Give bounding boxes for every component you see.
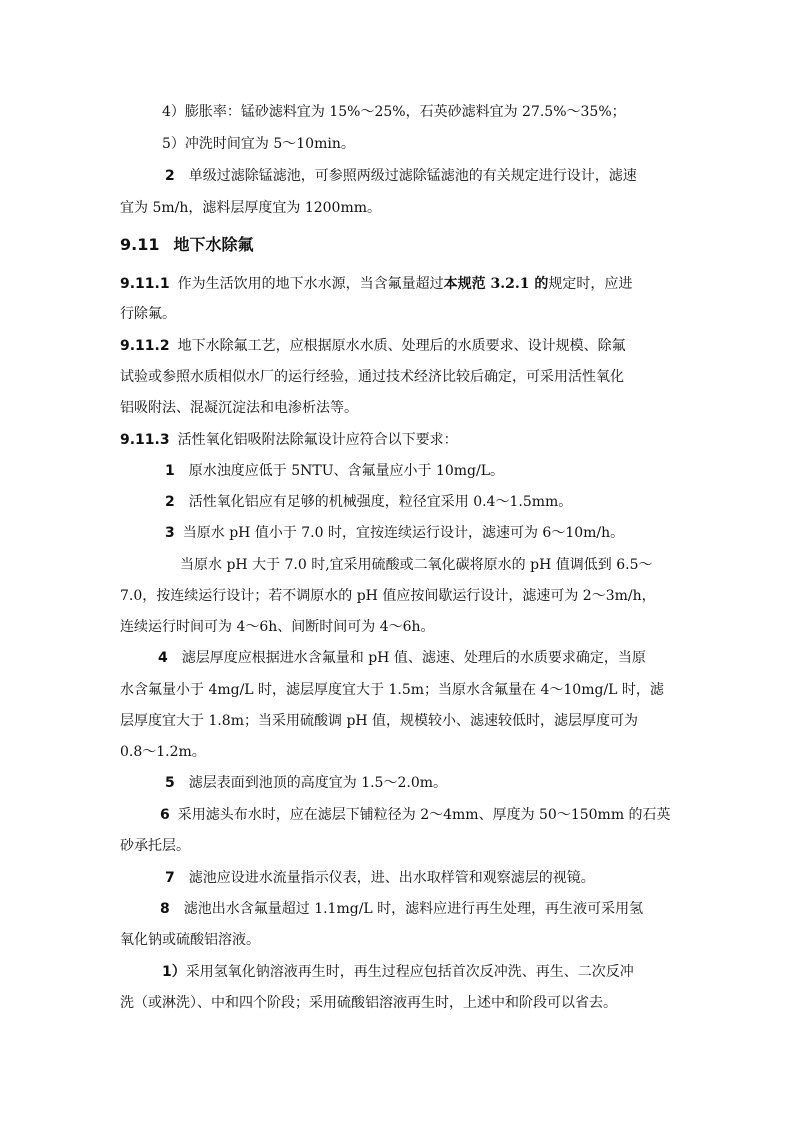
section-title: 地下水除氟 [173, 235, 254, 254]
item-4-line [158, 648, 646, 668]
section-heading [120, 234, 254, 256]
wash-time-line: 5）冲洗时间宜为 5～10min。 [162, 136, 355, 152]
section-number: 9.11 [120, 235, 160, 254]
clause-text: 单级过滤除锰滤池，可参照两级过滤除锰滤池的有关规定进行设计，滤速 [188, 168, 637, 184]
item-8-line [160, 899, 643, 919]
clause-reference: 本规范 3.2.1 的 [443, 276, 549, 292]
clause-text-end: 规定时，应进 [548, 276, 633, 292]
item-text: 滤层表面到池顶的高度宜为 1.5～2.0m。 [188, 775, 448, 791]
item-text: 当原水 pH 值小于 7.0 时，宜按连续运行设计，滤速可为 6～10m/h。 [182, 525, 625, 541]
item-3-line [165, 523, 624, 543]
item-number: 5 [165, 775, 175, 791]
subitem-1-line [162, 962, 634, 982]
item-number: 8 [160, 901, 170, 917]
clause-9-11-2-line-3: 铝吸附法、混凝沉淀法和电渗析法等。 [120, 400, 358, 416]
clause-text: 作为生活饮用的地下水水源，当含氟量超过 [177, 276, 444, 292]
clause-9-11-2-line-2: 试验或参照水质相似水厂的运行经验，通过技术经济比较后确定，可采用活性氧化 [120, 369, 624, 385]
item-number: 7 [165, 870, 175, 886]
item-7-line [165, 868, 595, 888]
clause-number: 9.11.3 [120, 432, 170, 448]
item-text: 活性氧化铝应有足够的机械强度，粒径宜采用 0.4～1.5mm。 [188, 494, 573, 510]
clause-number: 9.11.2 [120, 338, 170, 354]
subitem-text: 采用氢氧化钠溶液再生时，再生过程应包括首次反冲洗、再生、二次反冲 [185, 964, 634, 980]
item-3-line-3: 7.0，按连续运行设计；若不调原水的 pH 值应按间歇运行设计，滤速可为 2～3m/h， [120, 588, 656, 604]
clause-2-continuation: 宜为 5m/h，滤料层厚度宜为 1200mm。 [120, 200, 381, 216]
clause-9-11-1-continuation: 行除氟。 [120, 306, 176, 322]
item-number: 6 [160, 807, 170, 823]
item-6-line-2: 砂承托层。 [120, 838, 190, 854]
clause-9-11-1-line [120, 274, 632, 294]
item-text: 滤池应设进水流量指示仪表，进、出水取样管和观察滤层的视镜。 [188, 870, 595, 886]
clause-text: 地下水除氟工艺，应根据原水水质、处理后的水质要求、设计规模、除氟 [177, 338, 626, 354]
item-4-line-3: 层厚度宜大于 1.8m；当采用硫酸调 pH 值，规模较小、滤速较低时，滤层厚度可为 [120, 713, 639, 729]
item-2-line [165, 492, 572, 512]
item-4-line-2: 水含氟量小于 4mg/L 时，滤层厚度宜大于 1.5m；当原水含氟量在 4～10mg/L 时，滤 [120, 682, 664, 698]
clause-number: 9.11.1 [120, 276, 170, 292]
subitem-1-line-2: 洗（或淋洗）、中和四个阶段；采用硫酸铝溶液再生时，上述中和阶段可以省去。 [120, 995, 617, 1011]
item-6-line [160, 805, 671, 825]
item-3-line-4: 连续运行时间可为 4～6h、间断时间可为 4～6h。 [120, 619, 435, 635]
clause-text: 活性氧化铝吸附法除氟设计应符合以下要求： [177, 432, 458, 448]
item-5-line [165, 773, 447, 793]
item-number: 1 [165, 463, 175, 479]
item-8-line-2: 氧化钠或硫酸铝溶液。 [120, 932, 260, 948]
filter-expansion-line: 4）膨胀率：锰砂滤料宜为 15%～25%，石英砂滤料宜为 27.5%～35%； [162, 104, 626, 120]
clause-9-11-3-line [120, 430, 458, 450]
subitem-number: 1） [162, 964, 186, 980]
item-text: 滤池出水含氟量超过 1.1mg/L 时，滤料应进行再生处理，再生液可采用氢 [183, 901, 644, 917]
item-1-line [165, 461, 504, 481]
item-number: 4 [158, 650, 168, 666]
clause-9-11-2-line [120, 336, 626, 356]
item-4-line-4: 0.8～1.2m。 [120, 744, 206, 760]
item-text: 采用滤头布水时，应在滤层下铺粒径为 2～4mm、厚度为 50～150mm 的石英 [177, 807, 671, 823]
clause-number: 2 [165, 168, 175, 184]
item-text: 滤层厚度应根据进水含氟量和 pH 值、滤速、处理后的水质要求确定，当原 [181, 650, 646, 666]
item-3-line-2: 当原水 pH 大于 7.0 时,宜采用硫酸或二氧化碳将原水的 pH 值调低到 6.5～ [180, 557, 653, 573]
clause-2-line [165, 166, 637, 186]
item-number: 3 [165, 525, 175, 541]
item-text: 原水浊度应低于 5NTU、含氟量应小于 10mg/L。 [188, 463, 505, 479]
item-number: 2 [165, 494, 175, 510]
